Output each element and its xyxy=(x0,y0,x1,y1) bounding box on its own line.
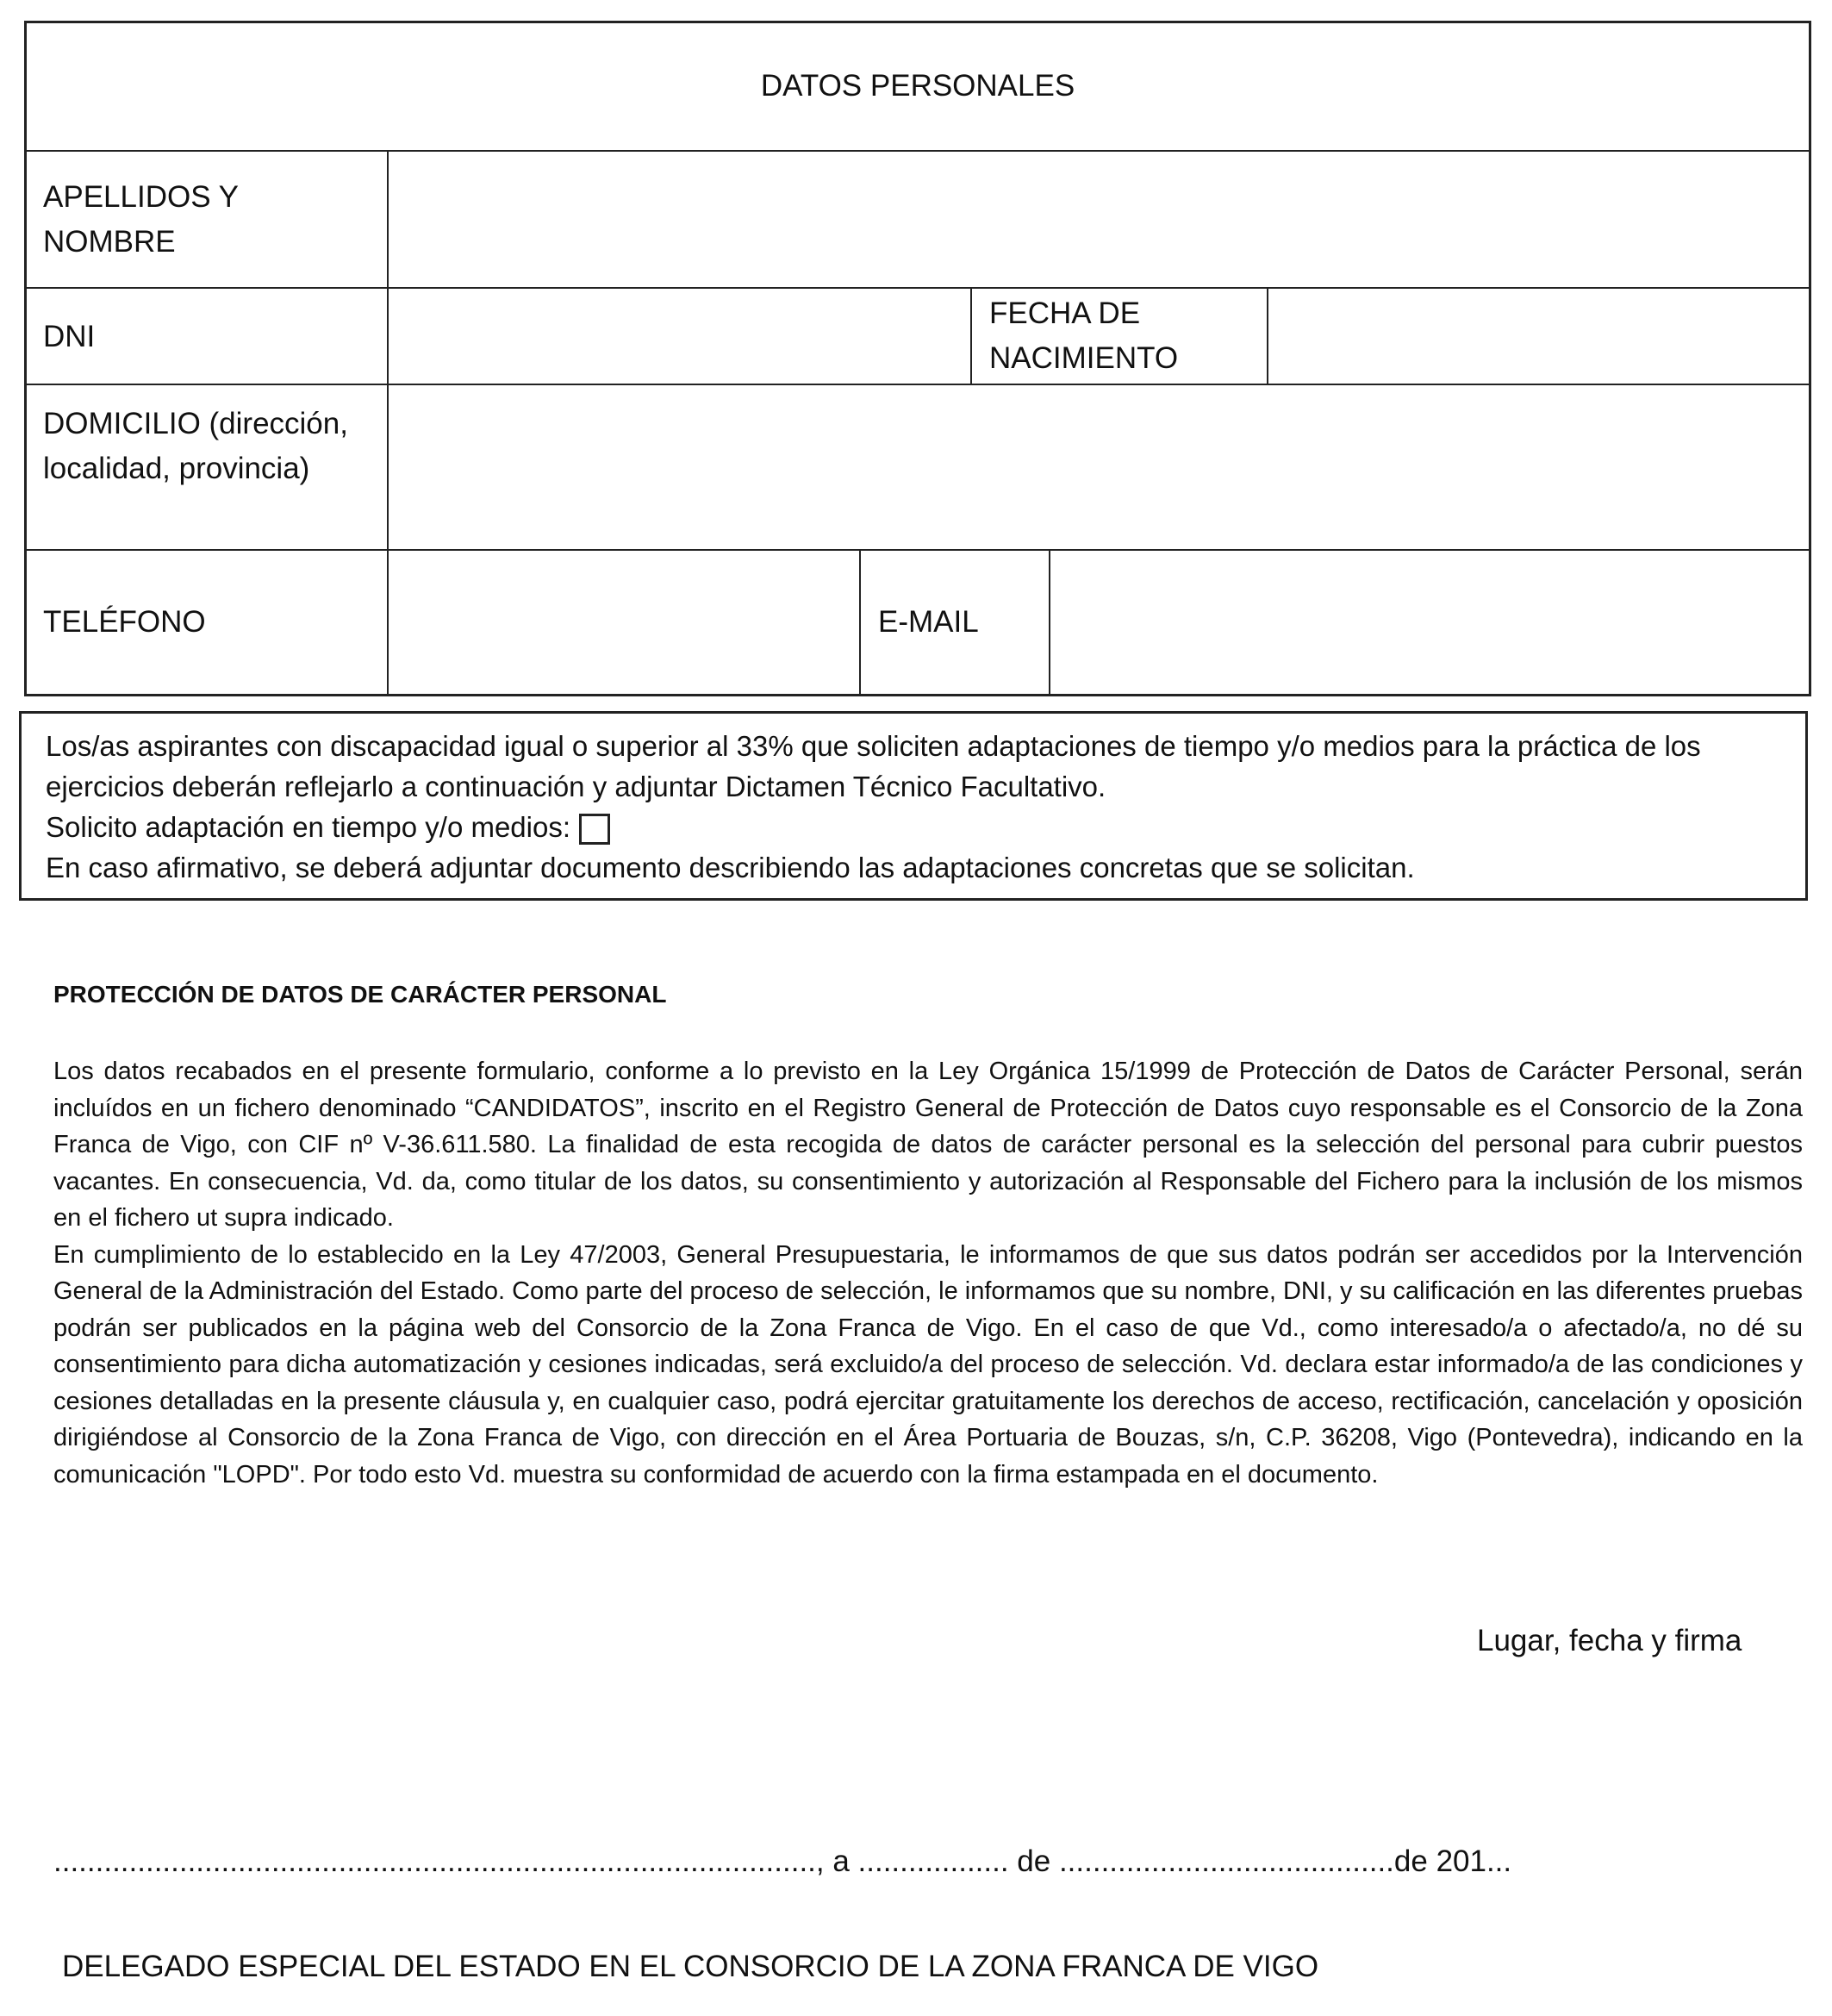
form-title: DATOS PERSONALES xyxy=(760,69,1075,103)
label-domicilio: DOMICILIO (dirección, localidad, provincia) xyxy=(43,407,348,485)
lopd-paragraph-1: Los datos recabados en el presente formulario, conforme a lo previsto en la Ley Orgánica 15/1999 de Protección de Datos de Carácter Personal, serán incluídos en un fichero denominado “CANDIDATOS”, inscrito en el Registro General de Protección de Datos cuyo responsable es el Consorcio de la Zona Franca de Vigo, con CIF nº V-36.611.580. La finalidad de esta recogida de datos de carácter personal es la selección del personal para cubrir puestos vacantes. En consecuencia, Vd. da, como titular de los datos, su consentimiento y autorización al Responsable del Fichero para la inclusión de los mismos en el fichero ut supra indicado. xyxy=(53,1058,1803,1232)
adaptation-label: Solicito adaptación en tiempo y/o medios: xyxy=(46,811,571,843)
lopd-paragraph-2: En cumplimiento de lo establecido en la Ley 47/2003, General Presupuestaria, le informamos de que sus datos podrán ser accedidos por la Intervención General de la Administración del Estado. Como parte del proceso de selección, le informamos que su nombre, DNI, y su calificación en las diferentes pruebas podrán ser publicados en la página web del Consorcio de la Zona Franca de Vigo. En el caso de que Vd., como interesado/a o afectado/a, no dé su consentimiento para dicha automatización y cesiones indicadas, será excluido/a del proceso de selección. Vd. declara estar informado/a de las condiciones y cesiones detalladas en la presente cláusula y, en cualquier caso, podrá ejercitar gratuitamente los derechos de acceso, rectificación, cancelación y oposición dirigiéndose al Consorcio de la Zona Franca de Vigo, con dirección en el Área Portuaria de Bouzas, s/n, C.P. 36208, Vigo (Pontevedra), indicando en la comunicación "LOPD". Por todo esto Vd. muestra su conformidad de acuerdo con la firma estampada en el documento. xyxy=(53,1240,1803,1489)
adaptation-checkbox[interactable] xyxy=(579,814,610,845)
lopd-title: PROTECCIÓN DE DATOS DE CARÁCTER PERSONAL xyxy=(53,981,667,1008)
adaptation-row xyxy=(46,807,1786,847)
input-email[interactable] xyxy=(1050,551,1807,694)
place-date-signature-label: Lugar, fecha y firma xyxy=(1477,1624,1742,1657)
input-dni[interactable] xyxy=(389,289,969,384)
disability-note: En caso afirmativo, se deberá adjuntar documento describiendo las adaptaciones concretas que se solicitan. xyxy=(46,852,1415,883)
lopd-body xyxy=(53,1053,1803,1493)
input-fecha-nacimiento[interactable] xyxy=(1268,289,1807,384)
label-telefono: TELÉFONO xyxy=(43,605,206,639)
label-apellidos-nombre: APELLIDOS Y NOMBRE xyxy=(43,180,239,259)
recipient-line: DELEGADO ESPECIAL DEL ESTADO EN EL CONSORCIO DE LA ZONA FRANCA DE VIGO xyxy=(62,1950,1319,1983)
input-domicilio[interactable] xyxy=(389,385,1807,548)
input-telefono[interactable] xyxy=(389,551,858,694)
input-apellidos-nombre[interactable] xyxy=(389,152,1807,286)
label-email: E-MAIL xyxy=(878,605,979,639)
disability-box xyxy=(19,711,1808,901)
disability-text: Los/as aspirantes con discapacidad igual o superior al 33% que soliciten adaptaciones de tiempo y/o medios para la práctica de los ejercicios deberán reflejarlo a continuación y adjuntar Dictamen Técnico Facultativo. xyxy=(46,730,1701,802)
date-line[interactable]: ..........................................................................................., a .................. de ........................................de 201... xyxy=(53,1844,1512,1878)
label-fecha-nacimiento: FECHA DE NACIMIENTO xyxy=(989,296,1179,375)
label-dni: DNI xyxy=(43,320,96,353)
